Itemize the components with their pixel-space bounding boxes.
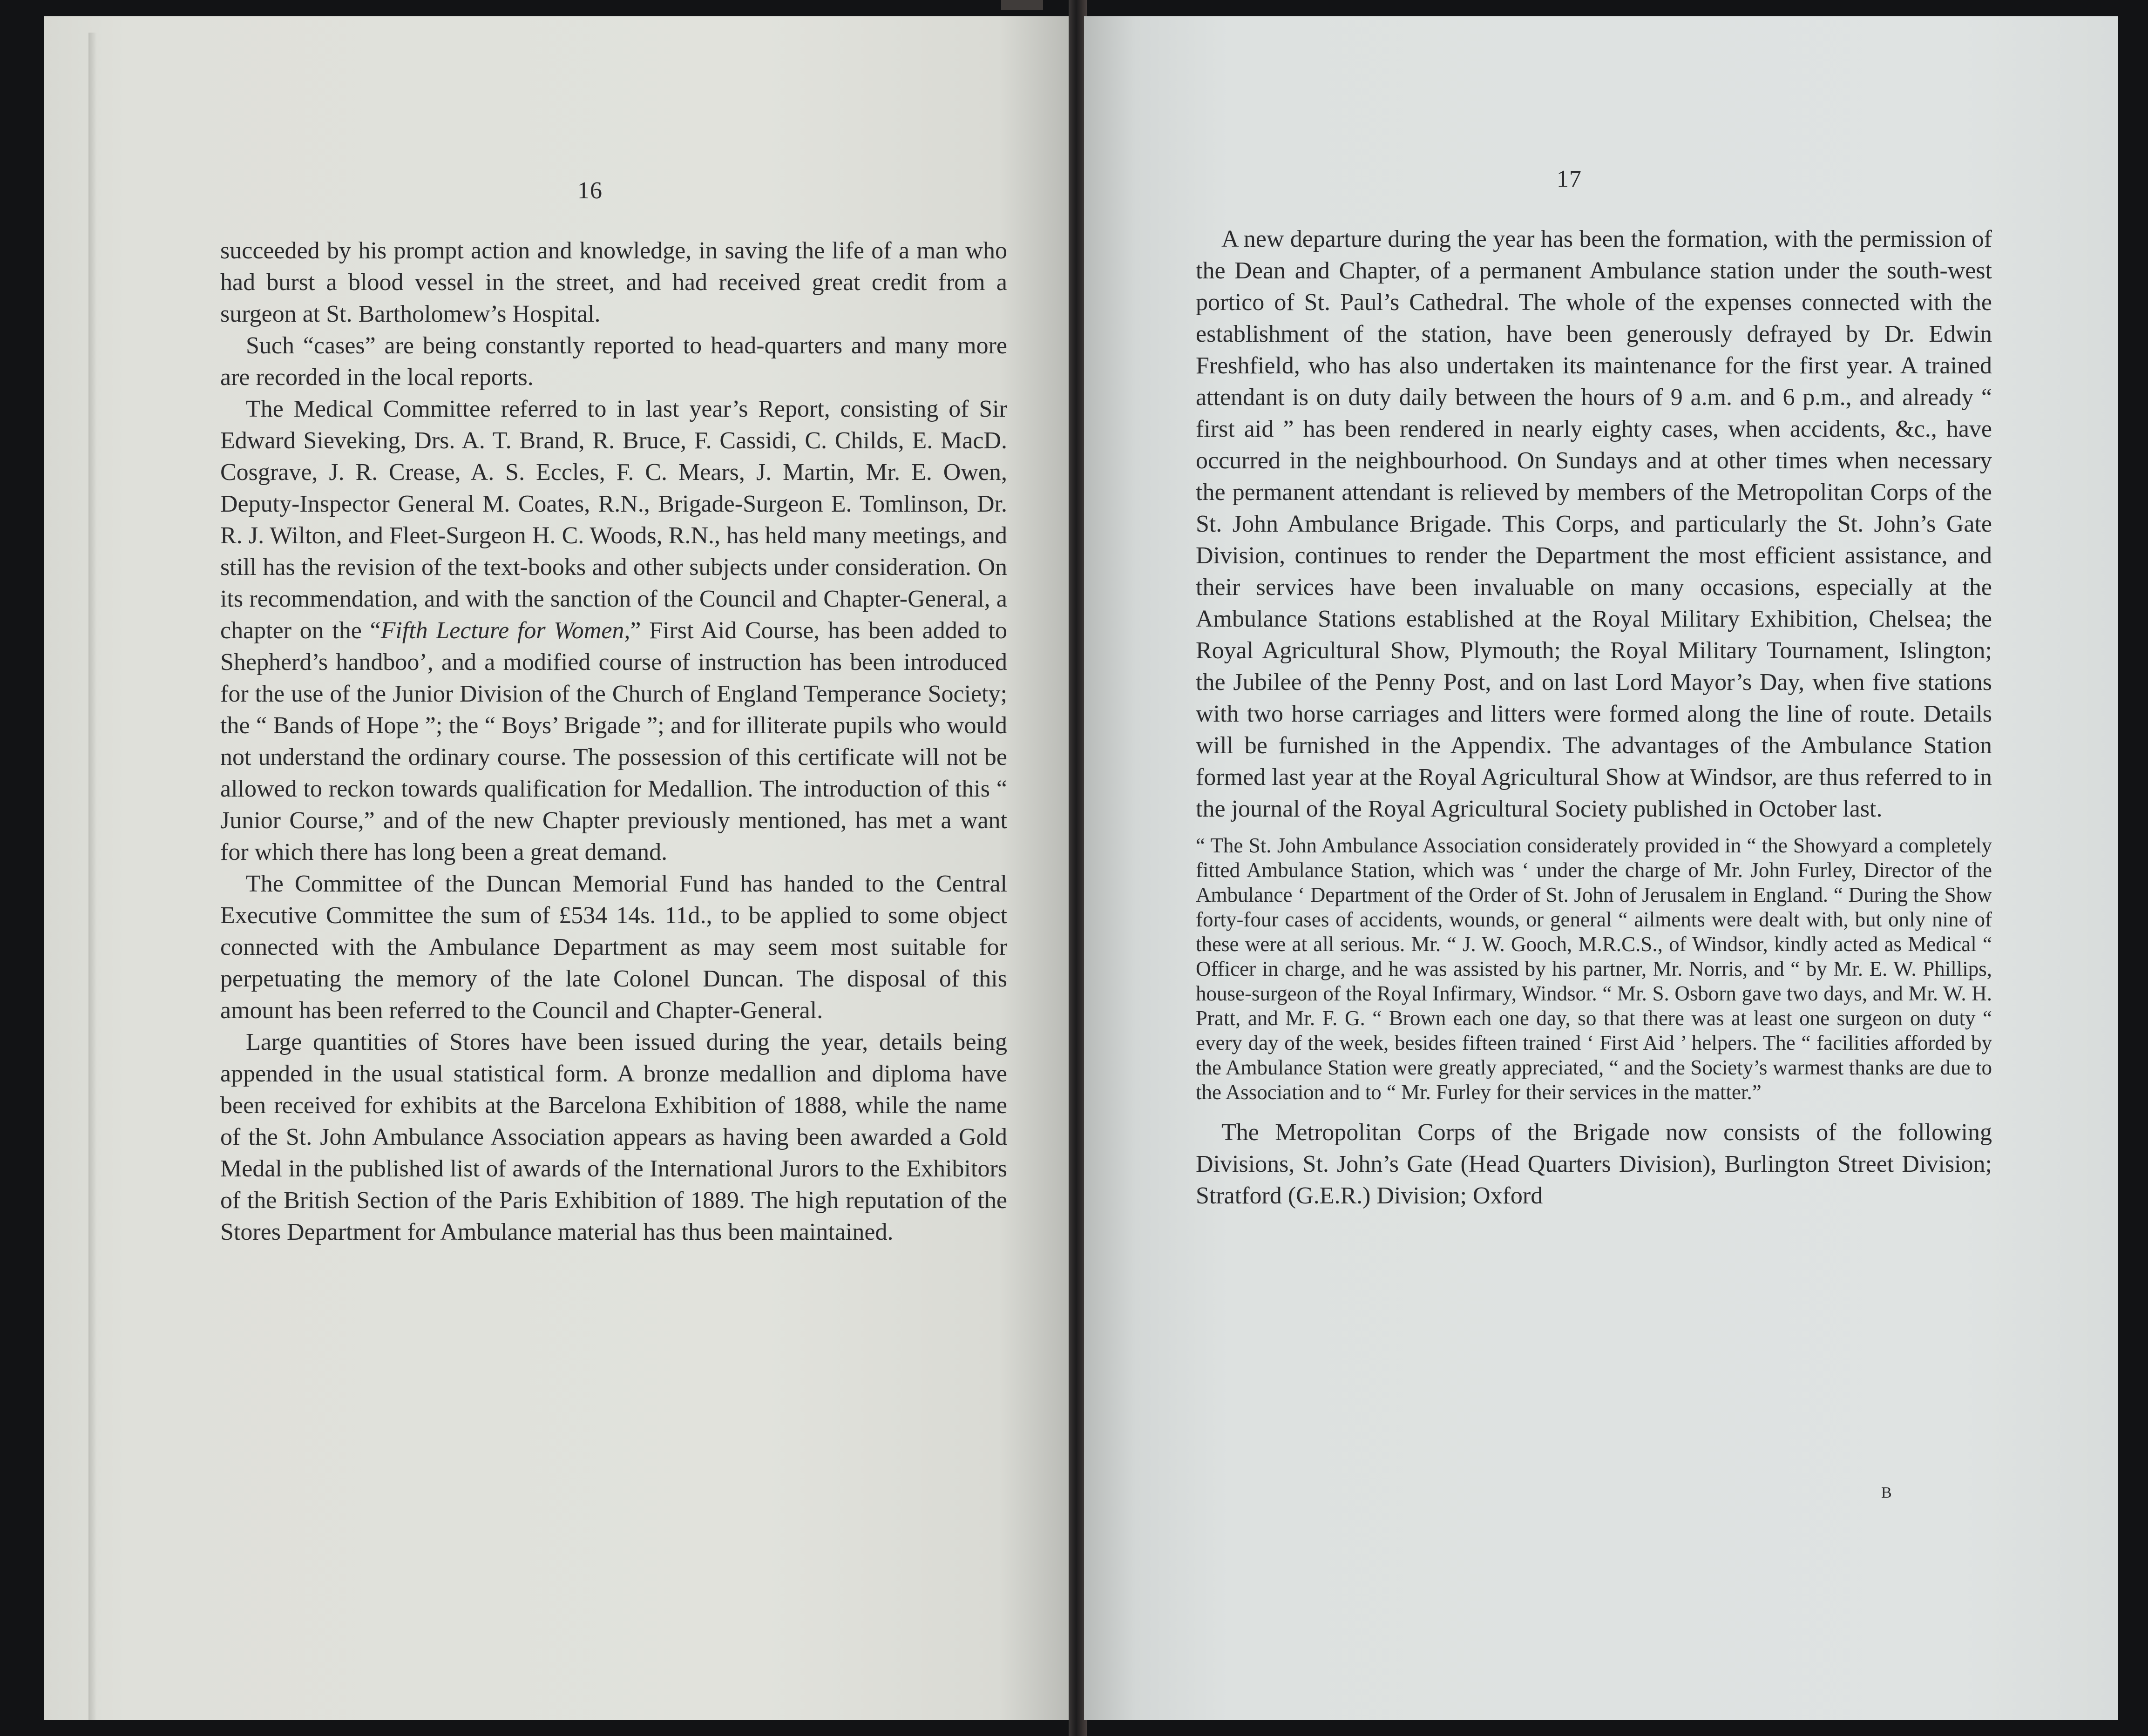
page-number: 16 [577, 177, 603, 204]
left-page-body [220, 235, 1007, 1248]
page-number: 17 [1557, 166, 1582, 192]
book-tab [1001, 0, 1043, 10]
paragraph: The Committee of the Duncan Memorial Fund has handed to the Central Executive Committee the sum of £534 14s. 11d., to be applied to some object connected with the Ambulance Department as may seem most suitable for perpetuating the memory of the late Colonel Duncan. The disposal of this amount has been referred to the Council and Chapter-General. [220, 871, 1007, 1024]
right-page [1084, 16, 2118, 1720]
italic-title: Fifth Lecture for Women, [380, 617, 630, 644]
paragraph: The Metropolitan Corps of the Brigade now consists of the following Divisions, St. John’s Gate (Head Quarters Division), Burlington Street Division; Stratford (G.E.R.) Division; Oxford [1196, 1119, 1992, 1209]
left-page [44, 16, 1071, 1720]
paragraph-text: ” First Aid Course, has been added to Shepherd’s handboo’, and a modified course of instruction has been introduced for the use of the Junior Division of the Church of England Temperance Society; the “ Bands of Hope ”; the “ Boys’ Brigade ”; and for illiterate pupils who would not understand the ordinary course. The possession of this certificate will not be allowed to reckon towards qualification for Medallion. The introduction of this “ Junior Course,” and of the new Chapter previously mentioned, has met a want for which there has long been a great demand. [220, 617, 1007, 865]
right-page-body [1196, 223, 1992, 1212]
page-edge-shadow [88, 33, 97, 1720]
paragraph: Large quantities of Stores have been issued during the year, details being appended in the usual statistical form. A bronze medallion and diploma have been received for exhibits at the Barcelona Exhibition of 1888, while the name of the St. John Ambulance Association appears as having been awarded a Gold Medal in the published list of awards of the International Jurors to the Exhibitors of the British Section of the Paris Exhibition of 1889. The high reputation of the Stores Department for Ambulance material has thus been maintained. [220, 1029, 1007, 1245]
paragraph-text: The Medical Committee referred to in last year’s Report, consisting of Sir Edward Sieveking, Drs. A. T. Brand, R. Bruce, F. Cassidi, C. Childs, E. MacD. Cosgrave, J. R. Crease, A. S. Eccles, F. C. Mears, J. Martin, Mr. E. Owen, Deputy-Inspector General M. Coates, R.N., Brigade-Surgeon E. Tomlinson, Dr. R. J. Wilton, and Fleet-Surgeon H. C. Woods, R.N., has held many meetings, and still has the revision of the text-books and other subjects under consideration. On its recommendation, and with the sanction of the Council and Chapter-General, a chapter on the “ [220, 396, 1007, 644]
paragraph: Such “cases” are being constantly reported to head-quarters and many more are recorded in the local reports. [220, 332, 1007, 391]
paragraph: succeeded by his prompt action and knowledge, in saving the life of a man who had burst a blood vessel in the street, and had received great credit from a surgeon at St. Bartholomew’s Hospital. [220, 237, 1007, 327]
block-quote: “ The St. John Ambulance Association considerately provided in “ the Showyard a completely fitted Ambulance Station, which was ‘ under the charge of Mr. John Furley, Director of the Ambulance ‘ Department of the Order of St. John of Jerusalem in England. “ During the Show forty-four cases of accidents, wounds, or general “ ailments were dealt with, but only nine of these were at all serious. Mr. “ J. W. Gooch, M.R.C.S., of Windsor, kindly acted as Medical “ Officer in charge, and he was assisted by his partner, Mr. Norris, and “ by Mr. E. W. Phillips, house-surgeon of the Royal Infirmary, Windsor. “ Mr. S. Osborn gave two days, and Mr. W. H. Pratt, and Mr. F. G. “ Brown each one day, so that there was at least one surgeon on duty “ every day of the week, besides fifteen trained ‘ First Aid ’ helpers. The “ facilities afforded by the Ambulance Station were greatly appreciated, “ and the Society’s warmest thanks are due to the Association and to “ Mr. Furley for their services in the matter.” [1196, 834, 1992, 1104]
paragraph: A new departure during the year has been the formation, with the permission of the Dean and Chapter, of a permanent Ambulance station under the south-west portico of St. Paul’s Cathedral. The whole of the expenses connected with the establishment of the station, have been generously defrayed by Dr. Edwin Freshfield, who has also undertaken its maintenance for the first year. A trained attendant is on duty daily between the hours of 9 a.m. and 6 p.m., and already “ first aid ” has been rendered in nearly eighty cases, when accidents, &c., have occurred in the neighbourhood. On Sundays and at other times when necessary the permanent attendant is relieved by members of the Metropolitan Corps of the St. John Ambulance Brigade. This Corps, and particularly the St. John’s Gate Division, continues to render the Department the most efficient assistance, and their services have been invaluable on many occasions, especially at the Ambulance Stations established at the Royal Military Exhibition, Chelsea; the Royal Agricultural Show, Plymouth; the Royal Military Tournament, Islington; the Jubilee of the Penny Post, and on last Lord Mayor’s Day, when five stations with two horse carriages and litters were formed along the line of route. Details will be furnished in the Appendix. The advantages of the Ambulance Station formed last year at the Royal Agricultural Show at Windsor, are thus referred to in the journal of the Royal Agricultural Society published in October last. [1196, 226, 1992, 822]
signature-mark: B [1881, 1484, 1892, 1501]
paragraph [220, 393, 1007, 868]
